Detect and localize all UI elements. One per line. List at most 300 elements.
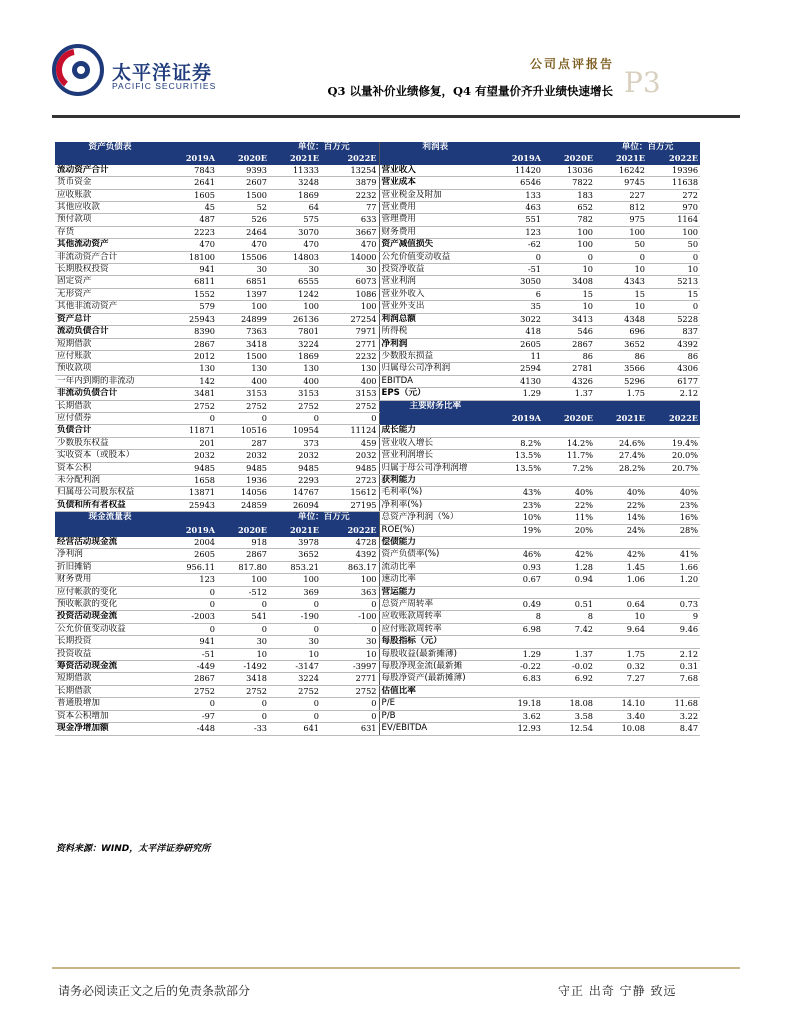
- table-cell: 18100: [165, 251, 217, 263]
- table-cell: -2003: [165, 611, 217, 623]
- table-cell: [217, 512, 269, 524]
- row-label-cell: 成长能力: [379, 425, 491, 437]
- table-cell: 2752: [321, 685, 379, 697]
- table-cell: 0: [321, 412, 379, 424]
- table-cell: 25943: [165, 313, 217, 325]
- table-cell: [647, 636, 700, 648]
- table-cell: 2293: [269, 474, 321, 486]
- table-cell: [165, 142, 217, 153]
- row-label-cell: 货币资金: [55, 177, 165, 189]
- row-label-cell: EPS（元）: [379, 388, 491, 400]
- table-cell: 3652: [269, 549, 321, 561]
- table-cell: 30: [321, 636, 379, 648]
- header-rule: [52, 115, 740, 118]
- table-cell: [647, 537, 700, 549]
- table-cell: 9485: [165, 462, 217, 474]
- row-label-cell: 非流动负债合计: [55, 388, 165, 400]
- table-cell: 3050: [491, 276, 543, 288]
- table-row: [55, 710, 700, 722]
- table-cell: 0: [321, 710, 379, 722]
- table-cell: 0: [321, 599, 379, 611]
- table-cell: 970: [647, 202, 700, 214]
- table-cell: -62: [491, 239, 543, 251]
- row-label-cell: 利润表: [379, 142, 491, 153]
- table-cell: 696: [595, 326, 647, 338]
- table-cell: 1869: [269, 189, 321, 201]
- table-cell: 7363: [217, 326, 269, 338]
- table-row: [55, 673, 700, 685]
- row-label-cell: 预收帐款的变化: [55, 599, 165, 611]
- table-cell: 2019A: [491, 153, 543, 164]
- table-cell: 7.27: [595, 673, 647, 685]
- table-cell: 0: [321, 623, 379, 635]
- table-cell: 100: [543, 226, 595, 238]
- table-cell: [647, 474, 700, 486]
- table-cell: -3147: [269, 661, 321, 673]
- table-cell: 287: [217, 437, 269, 449]
- table-cell: 0: [269, 599, 321, 611]
- table-cell: 8: [543, 611, 595, 623]
- table-cell: 1.29: [491, 648, 543, 660]
- table-cell: 4130: [491, 375, 543, 387]
- table-cell: 2020E: [217, 524, 269, 536]
- table-cell: 782: [543, 214, 595, 226]
- table-row: [55, 177, 700, 189]
- table-cell: 43%: [491, 487, 543, 499]
- table-cell: 487: [165, 214, 217, 226]
- row-label-cell: 少数股东权益: [55, 437, 165, 449]
- table-cell: 3408: [543, 276, 595, 288]
- table-row: [55, 165, 700, 177]
- table-cell: 27254: [321, 313, 379, 325]
- table-cell: 1.20: [647, 574, 700, 586]
- table-cell: 142: [165, 375, 217, 387]
- table-cell: 2605: [491, 338, 543, 350]
- table-cell: 1.28: [543, 561, 595, 573]
- row-label-cell: 流动资产合计: [55, 165, 165, 177]
- row-label-cell: 应收账款: [55, 189, 165, 201]
- table-row: [55, 685, 700, 697]
- table-cell: 14803: [269, 251, 321, 263]
- table-cell: 0: [217, 599, 269, 611]
- row-label-cell: 非流动资产合计: [55, 251, 165, 263]
- table-cell: 15: [543, 288, 595, 300]
- table-cell: 7.68: [647, 673, 700, 685]
- table-cell: 11420: [491, 165, 543, 177]
- table-cell: 463: [491, 202, 543, 214]
- table-cell: 2032: [269, 450, 321, 462]
- table-cell: 2020E: [217, 153, 269, 164]
- table-cell: 2752: [321, 400, 379, 412]
- table-cell: 2019A: [165, 524, 217, 536]
- table-cell: 15: [595, 288, 647, 300]
- row-label-cell: 长期股权投资: [55, 264, 165, 276]
- table-cell: 3153: [269, 388, 321, 400]
- table-cell: 0: [269, 710, 321, 722]
- table-cell: 19396: [647, 165, 700, 177]
- table-cell: [595, 586, 647, 598]
- table-cell: 24899: [217, 313, 269, 325]
- table-cell: 2771: [321, 673, 379, 685]
- table-cell: 13036: [543, 165, 595, 177]
- table-cell: 3418: [217, 338, 269, 350]
- table-cell: 9393: [217, 165, 269, 177]
- table-cell: 11: [491, 350, 543, 362]
- table-cell: 14%: [595, 512, 647, 524]
- table-cell: [491, 474, 543, 486]
- table-cell: 369: [269, 586, 321, 598]
- table-cell: 0.94: [543, 574, 595, 586]
- row-label-cell: 净利润: [379, 338, 491, 350]
- table-cell: 2223: [165, 226, 217, 238]
- table-cell: 28%: [647, 524, 700, 536]
- row-label-cell: 资产负债率(%): [379, 549, 491, 561]
- table-cell: 2020E: [543, 412, 595, 424]
- row-label-cell: 固定资产: [55, 276, 165, 288]
- table-cell: 单位：百万元: [269, 512, 379, 524]
- table-cell: 14.10: [595, 698, 647, 710]
- table-cell: -512: [217, 586, 269, 598]
- table-cell: [543, 586, 595, 598]
- table-cell: 12.54: [543, 723, 595, 735]
- table-cell: 3153: [321, 388, 379, 400]
- row-label-cell: 投资收益: [55, 648, 165, 660]
- table-cell: 0: [269, 623, 321, 635]
- table-cell: 4728: [321, 537, 379, 549]
- table-cell: 0: [269, 698, 321, 710]
- table-cell: 2771: [321, 338, 379, 350]
- table-row: [55, 189, 700, 201]
- table-cell: 3153: [217, 388, 269, 400]
- table-cell: 7.2%: [543, 462, 595, 474]
- table-cell: 27.4%: [595, 450, 647, 462]
- table-cell: -33: [217, 723, 269, 735]
- table-cell: 2723: [321, 474, 379, 486]
- row-label-cell: 长期投资: [55, 636, 165, 648]
- row-label-cell: 流动比率: [379, 561, 491, 573]
- table-cell: 2032: [321, 450, 379, 462]
- page-number: P3: [624, 66, 661, 99]
- table-cell: 10.08: [595, 723, 647, 735]
- table-cell: 22%: [595, 499, 647, 511]
- table-cell: 11124: [321, 425, 379, 437]
- table-cell: 373: [269, 437, 321, 449]
- table-row: [55, 388, 700, 400]
- table-row: [55, 537, 700, 549]
- table-cell: 4392: [321, 549, 379, 561]
- table-cell: 941: [165, 636, 217, 648]
- row-label-cell: 资产负债表: [55, 142, 165, 153]
- table-cell: 2752: [269, 685, 321, 697]
- table-cell: -97: [165, 710, 217, 722]
- table-row: [55, 437, 700, 449]
- table-cell: 0.32: [595, 661, 647, 673]
- table-cell: 10: [595, 611, 647, 623]
- row-label-cell: 实收资本（或股本）: [55, 450, 165, 462]
- table-cell: 100: [217, 574, 269, 586]
- table-cell: 6811: [165, 276, 217, 288]
- table-cell: 30: [321, 264, 379, 276]
- row-label-cell: 长期借款: [55, 400, 165, 412]
- table-cell: 6.92: [543, 673, 595, 685]
- table-cell: 6546: [491, 177, 543, 189]
- table-cell: [543, 685, 595, 697]
- row-label-cell: 经营活动现金流: [55, 537, 165, 549]
- table-cell: 2019A: [491, 412, 543, 424]
- table-cell: 10954: [269, 425, 321, 437]
- row-label-cell: 现金流量表: [55, 512, 165, 524]
- row-label-cell: [55, 524, 165, 536]
- table-row: [55, 226, 700, 238]
- table-cell: 2641: [165, 177, 217, 189]
- table-cell: 633: [321, 214, 379, 226]
- table-cell: 470: [269, 239, 321, 251]
- table-cell: 11333: [269, 165, 321, 177]
- table-cell: 3566: [595, 363, 647, 375]
- row-label-cell: 毛利率(%): [379, 487, 491, 499]
- table-row: [55, 512, 700, 524]
- table-cell: [491, 636, 543, 648]
- company-slogan: 守正 出奇 宁静 致远: [558, 984, 677, 998]
- table-cell: 16242: [595, 165, 647, 177]
- table-cell: 6555: [269, 276, 321, 288]
- table-cell: 2020E: [543, 153, 595, 164]
- table-cell: 1242: [269, 288, 321, 300]
- table-cell: 27195: [321, 499, 379, 511]
- row-label-cell: 资产总计: [55, 313, 165, 325]
- table-cell: 0.49: [491, 599, 543, 611]
- table-cell: 7971: [321, 326, 379, 338]
- table-cell: -3997: [321, 661, 379, 673]
- table-cell: [491, 685, 543, 697]
- table-cell: 5213: [647, 276, 700, 288]
- table-cell: 0: [491, 251, 543, 263]
- table-cell: 15506: [217, 251, 269, 263]
- table-cell: 2232: [321, 350, 379, 362]
- table-cell: 30: [217, 636, 269, 648]
- table-cell: [543, 425, 595, 437]
- table-cell: [543, 142, 595, 153]
- table-cell: 9.64: [595, 623, 647, 635]
- table-cell: 8.2%: [491, 437, 543, 449]
- table-cell: [595, 636, 647, 648]
- table-row: [55, 524, 700, 536]
- row-label-cell: 存货: [55, 226, 165, 238]
- table-cell: 652: [543, 202, 595, 214]
- row-label-cell: 营业税金及附加: [379, 189, 491, 201]
- table-cell: [217, 142, 269, 153]
- pacific-securities-logo-icon: [52, 44, 104, 96]
- table-cell: 100: [543, 239, 595, 251]
- table-cell: 3879: [321, 177, 379, 189]
- row-label-cell: 营业利润增长: [379, 450, 491, 462]
- table-cell: 4392: [647, 338, 700, 350]
- table-cell: 10: [269, 648, 321, 660]
- table-cell: 4343: [595, 276, 647, 288]
- table-cell: 64: [269, 202, 321, 214]
- row-label-cell: 流动负债合计: [55, 326, 165, 338]
- table-cell: 40%: [595, 487, 647, 499]
- table-cell: 130: [321, 363, 379, 375]
- row-label-cell: 归属母公司净利润: [379, 363, 491, 375]
- table-cell: [647, 400, 700, 412]
- table-cell: 541: [217, 611, 269, 623]
- table-cell: 1397: [217, 288, 269, 300]
- table-cell: 3248: [269, 177, 321, 189]
- table-cell: [491, 400, 543, 412]
- row-label-cell: P/E: [379, 698, 491, 710]
- table-cell: [543, 537, 595, 549]
- table-cell: 2022E: [321, 153, 379, 164]
- table-cell: [595, 685, 647, 697]
- table-cell: 0: [647, 251, 700, 263]
- row-label-cell: [55, 153, 165, 164]
- row-label-cell: 长期借款: [55, 685, 165, 697]
- table-cell: 6.98: [491, 623, 543, 635]
- row-label-cell: 偿债能力: [379, 537, 491, 549]
- table-cell: 46%: [491, 549, 543, 561]
- table-cell: 9485: [269, 462, 321, 474]
- table-cell: 2021E: [269, 524, 321, 536]
- table-row: [55, 313, 700, 325]
- row-label-cell: 速动比率: [379, 574, 491, 586]
- table-row: [55, 636, 700, 648]
- table-cell: 19.4%: [647, 437, 700, 449]
- row-label-cell: 管理费用: [379, 214, 491, 226]
- table-cell: 2781: [543, 363, 595, 375]
- table-cell: 418: [491, 326, 543, 338]
- row-label-cell: 应付账款: [55, 350, 165, 362]
- table-cell: 2867: [543, 338, 595, 350]
- table-cell: 2232: [321, 189, 379, 201]
- table-cell: 123: [165, 574, 217, 586]
- table-cell: 2464: [217, 226, 269, 238]
- table-cell: 13.5%: [491, 462, 543, 474]
- disclaimer-text: 请务必阅读正文之后的免责条款部分: [58, 984, 251, 998]
- table-cell: 2594: [491, 363, 543, 375]
- report-type: 公司点评报告: [530, 57, 615, 71]
- table-cell: 24%: [595, 524, 647, 536]
- row-label-cell: [379, 412, 491, 424]
- table-cell: 9: [647, 611, 700, 623]
- table-cell: 1.75: [595, 648, 647, 660]
- row-label-cell: 资本公积增加: [55, 710, 165, 722]
- row-label-cell: 净利率(%): [379, 499, 491, 511]
- brand-name-en: PACIFIC SECURITIES: [112, 81, 217, 91]
- row-label-cell: 预付款项: [55, 214, 165, 226]
- table-cell: 0.51: [543, 599, 595, 611]
- table-row: [55, 400, 700, 412]
- table-cell: [543, 400, 595, 412]
- table-cell: 2021E: [269, 153, 321, 164]
- table-cell: 8: [491, 611, 543, 623]
- table-cell: 11.68: [647, 698, 700, 710]
- table-cell: 837: [647, 326, 700, 338]
- table-cell: 5296: [595, 375, 647, 387]
- table-header-row: [55, 153, 700, 164]
- table-row: [55, 586, 700, 598]
- table-cell: 7.42: [543, 623, 595, 635]
- table-cell: -51: [165, 648, 217, 660]
- table-cell: 10: [217, 648, 269, 660]
- row-label-cell: 每股净现金流(最新摊: [379, 661, 491, 673]
- row-label-cell: 总资产周转率: [379, 599, 491, 611]
- row-label-cell: 归属于母公司净利润增: [379, 462, 491, 474]
- table-cell: 7801: [269, 326, 321, 338]
- row-label-cell: EV/EBITDA: [379, 723, 491, 735]
- table-cell: -1492: [217, 661, 269, 673]
- row-label-cell: 主要财务比率: [379, 400, 491, 412]
- table-row: [55, 487, 700, 499]
- table-cell: 20%: [543, 524, 595, 536]
- table-cell: 1500: [217, 189, 269, 201]
- table-cell: 86: [647, 350, 700, 362]
- table-cell: 575: [269, 214, 321, 226]
- table-cell: 1869: [269, 350, 321, 362]
- table-cell: [647, 685, 700, 697]
- row-label-cell: 预收款项: [55, 363, 165, 375]
- table-cell: [491, 586, 543, 598]
- table-cell: 8.47: [647, 723, 700, 735]
- table-cell: 30: [269, 264, 321, 276]
- table-cell: 单位：百万元: [595, 142, 700, 153]
- row-label-cell: 总资产净利润（%）: [379, 512, 491, 524]
- table-header-row: [55, 142, 700, 153]
- table-cell: 14767: [269, 487, 321, 499]
- table-cell: 2021E: [595, 153, 647, 164]
- row-label-cell: 营业收入增长: [379, 437, 491, 449]
- table-cell: 6.83: [491, 673, 543, 685]
- row-label-cell: 营业成本: [379, 177, 491, 189]
- table-row: [55, 574, 700, 586]
- table-cell: 6851: [217, 276, 269, 288]
- table-cell: 579: [165, 301, 217, 313]
- table-cell: 2752: [165, 685, 217, 697]
- table-row: [55, 599, 700, 611]
- table-cell: 86: [595, 350, 647, 362]
- table-cell: 19.18: [491, 698, 543, 710]
- table-cell: 130: [217, 363, 269, 375]
- table-cell: 400: [269, 375, 321, 387]
- table-cell: -100: [321, 611, 379, 623]
- table-cell: 100: [647, 226, 700, 238]
- row-label-cell: 筹资活动现金流: [55, 661, 165, 673]
- table-cell: 26094: [269, 499, 321, 511]
- table-cell: 42%: [595, 549, 647, 561]
- table-row: [55, 499, 700, 511]
- row-label-cell: 每股收益(最新摊薄): [379, 648, 491, 660]
- table-cell: 526: [217, 214, 269, 226]
- table-cell: 14000: [321, 251, 379, 263]
- row-label-cell: 无形资产: [55, 288, 165, 300]
- row-label-cell: 现金净增加额: [55, 723, 165, 735]
- footer-rule: [52, 967, 740, 969]
- table-cell: 1086: [321, 288, 379, 300]
- row-label-cell: 应付帐款的变化: [55, 586, 165, 598]
- table-cell: 35: [491, 301, 543, 313]
- table-cell: 0: [165, 599, 217, 611]
- table-cell: 28.2%: [595, 462, 647, 474]
- table-cell: 24859: [217, 499, 269, 511]
- table-cell: 546: [543, 326, 595, 338]
- row-label-cell: 营业费用: [379, 202, 491, 214]
- table-cell: 3224: [269, 673, 321, 685]
- table-cell: [165, 512, 217, 524]
- table-cell: 10: [647, 264, 700, 276]
- table-cell: 1500: [217, 350, 269, 362]
- table-cell: 26136: [269, 313, 321, 325]
- row-label-cell: ROE(%): [379, 524, 491, 536]
